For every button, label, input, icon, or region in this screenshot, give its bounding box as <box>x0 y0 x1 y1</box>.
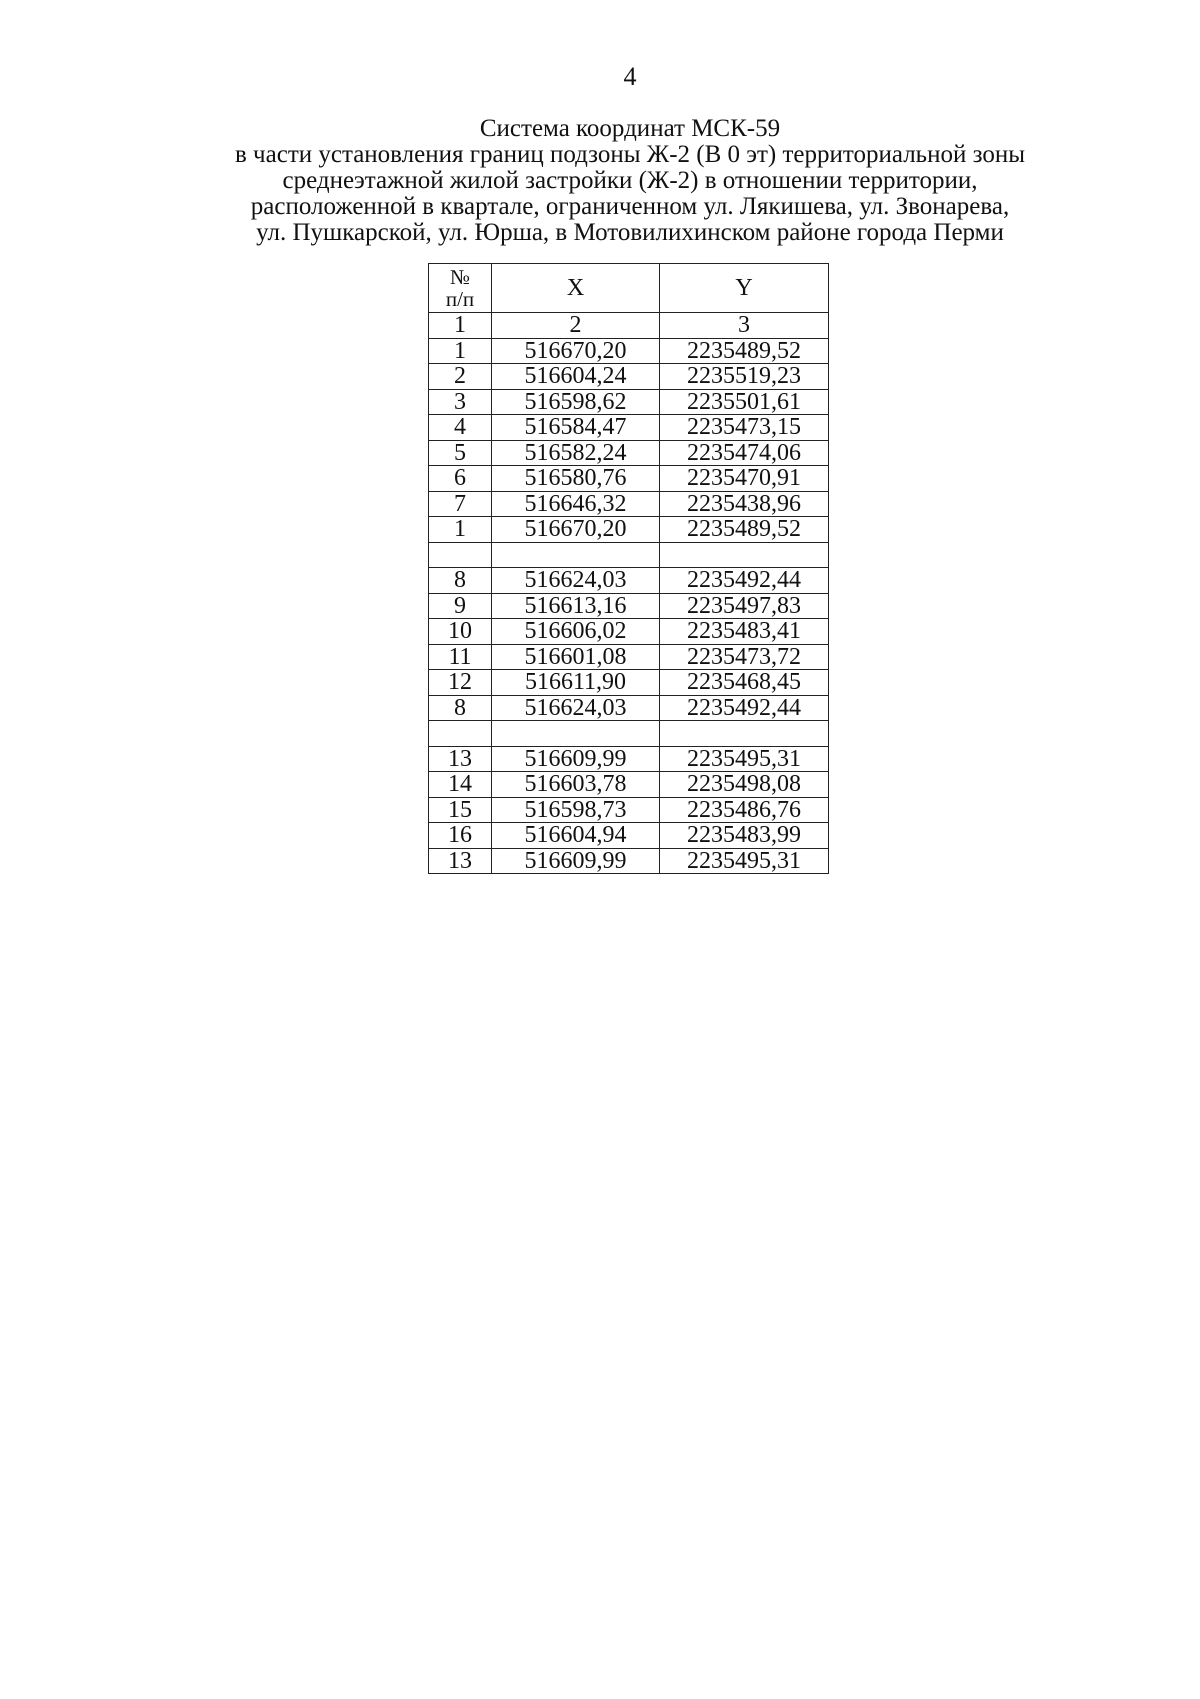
y-coordinate-cell: 2235519,23 <box>660 364 829 390</box>
y-coordinate-cell: 2235473,72 <box>660 644 829 670</box>
point-number-cell: 3 <box>429 389 492 415</box>
point-number-cell: 7 <box>429 491 492 517</box>
y-coordinate-cell: 2235438,96 <box>660 491 829 517</box>
table-row <box>429 746 829 772</box>
x-coordinate-cell: 516624,03 <box>492 568 660 594</box>
table-row <box>429 542 829 568</box>
y-coordinate-cell: 2235468,45 <box>660 670 829 696</box>
table-row <box>429 466 829 492</box>
table-row <box>429 338 829 364</box>
x-coordinate-cell: 516584,47 <box>492 415 660 441</box>
point-number-cell: 8 <box>429 568 492 594</box>
y-coordinate-cell: 2235470,91 <box>660 466 829 492</box>
point-number-cell: 10 <box>429 619 492 645</box>
y-coordinate-cell: 2235483,99 <box>660 823 829 849</box>
heading-line-2: в части установления границ подзоны Ж-2 (В 0 эт) территориальной зоны <box>235 141 1025 168</box>
y-coordinate-cell: 2235495,31 <box>660 848 829 874</box>
y-coordinate-cell: 2235492,44 <box>660 568 829 594</box>
point-number-cell <box>429 542 492 568</box>
y-coordinate-cell <box>660 721 829 747</box>
point-number-cell: 5 <box>429 440 492 466</box>
x-coordinate-cell: 516603,78 <box>492 772 660 798</box>
column-number-1: 1 <box>429 313 492 339</box>
x-coordinate-cell <box>492 721 660 747</box>
y-coordinate-cell: 2235473,15 <box>660 415 829 441</box>
document-heading <box>60 116 1200 246</box>
x-coordinate-cell <box>492 542 660 568</box>
table-row <box>429 517 829 543</box>
table-row <box>429 695 829 721</box>
heading-line-5: ул. Пушкарской, ул. Юрша, в Мотовилихинском районе города Перми <box>256 219 1004 246</box>
table-row <box>429 670 829 696</box>
x-coordinate-cell: 516580,76 <box>492 466 660 492</box>
x-coordinate-cell: 516609,99 <box>492 848 660 874</box>
x-coordinate-cell: 516646,32 <box>492 491 660 517</box>
x-coordinate-cell: 516613,16 <box>492 593 660 619</box>
table-row <box>429 772 829 798</box>
header-x: X <box>492 264 660 313</box>
table-header-row <box>429 264 829 313</box>
column-number-row <box>429 313 829 339</box>
header-y: Y <box>660 264 829 313</box>
table-row <box>429 415 829 441</box>
x-coordinate-cell: 516601,08 <box>492 644 660 670</box>
header-number-abbrev: п/п <box>445 287 475 311</box>
y-coordinate-cell: 2235492,44 <box>660 695 829 721</box>
point-number-cell: 12 <box>429 670 492 696</box>
y-coordinate-cell: 2235486,76 <box>660 797 829 823</box>
coordinates-table <box>428 263 829 874</box>
table-row <box>429 721 829 747</box>
table-row <box>429 364 829 390</box>
x-coordinate-cell: 516582,24 <box>492 440 660 466</box>
x-coordinate-cell: 516604,94 <box>492 823 660 849</box>
point-number-cell: 1 <box>429 338 492 364</box>
point-number-cell: 14 <box>429 772 492 798</box>
point-number-cell: 15 <box>429 797 492 823</box>
table-row <box>429 848 829 874</box>
y-coordinate-cell: 2235498,08 <box>660 772 829 798</box>
y-coordinate-cell <box>660 542 829 568</box>
point-number-cell: 13 <box>429 746 492 772</box>
y-coordinate-cell: 2235495,31 <box>660 746 829 772</box>
x-coordinate-cell: 516624,03 <box>492 695 660 721</box>
page-number: 4 <box>623 62 637 91</box>
column-number-3: 3 <box>660 313 829 339</box>
table-row <box>429 440 829 466</box>
table-row <box>429 644 829 670</box>
point-number-cell: 6 <box>429 466 492 492</box>
heading-line-1: Система координат МСК-59 <box>479 115 781 142</box>
heading-line-4: расположенной в квартале, ограниченном ул. Лякишева, ул. Звонарева, <box>250 193 1010 220</box>
column-number-2: 2 <box>492 313 660 339</box>
header-number-symbol: № <box>449 265 471 289</box>
table-row <box>429 823 829 849</box>
table-row <box>429 389 829 415</box>
x-coordinate-cell: 516670,20 <box>492 338 660 364</box>
y-coordinate-cell: 2235501,61 <box>660 389 829 415</box>
x-coordinate-cell: 516598,73 <box>492 797 660 823</box>
y-coordinate-cell: 2235497,83 <box>660 593 829 619</box>
point-number-cell: 11 <box>429 644 492 670</box>
table-row <box>429 491 829 517</box>
x-coordinate-cell: 516606,02 <box>492 619 660 645</box>
table-row <box>429 568 829 594</box>
x-coordinate-cell: 516609,99 <box>492 746 660 772</box>
table-row <box>429 619 829 645</box>
heading-line-3: среднеэтажной жилой застройки (Ж-2) в отношении территории, <box>282 167 978 194</box>
point-number-cell: 9 <box>429 593 492 619</box>
y-coordinate-cell: 2235483,41 <box>660 619 829 645</box>
x-coordinate-cell: 516604,24 <box>492 364 660 390</box>
point-number-cell <box>429 721 492 747</box>
point-number-cell: 13 <box>429 848 492 874</box>
y-coordinate-cell: 2235489,52 <box>660 517 829 543</box>
point-number-cell: 8 <box>429 695 492 721</box>
table-row <box>429 797 829 823</box>
coordinates-body <box>429 338 829 874</box>
table-row <box>429 593 829 619</box>
x-coordinate-cell: 516670,20 <box>492 517 660 543</box>
point-number-cell: 1 <box>429 517 492 543</box>
point-number-cell: 4 <box>429 415 492 441</box>
y-coordinate-cell: 2235474,06 <box>660 440 829 466</box>
point-number-cell: 16 <box>429 823 492 849</box>
x-coordinate-cell: 516611,90 <box>492 670 660 696</box>
point-number-cell: 2 <box>429 364 492 390</box>
x-coordinate-cell: 516598,62 <box>492 389 660 415</box>
header-number <box>429 264 492 313</box>
y-coordinate-cell: 2235489,52 <box>660 338 829 364</box>
